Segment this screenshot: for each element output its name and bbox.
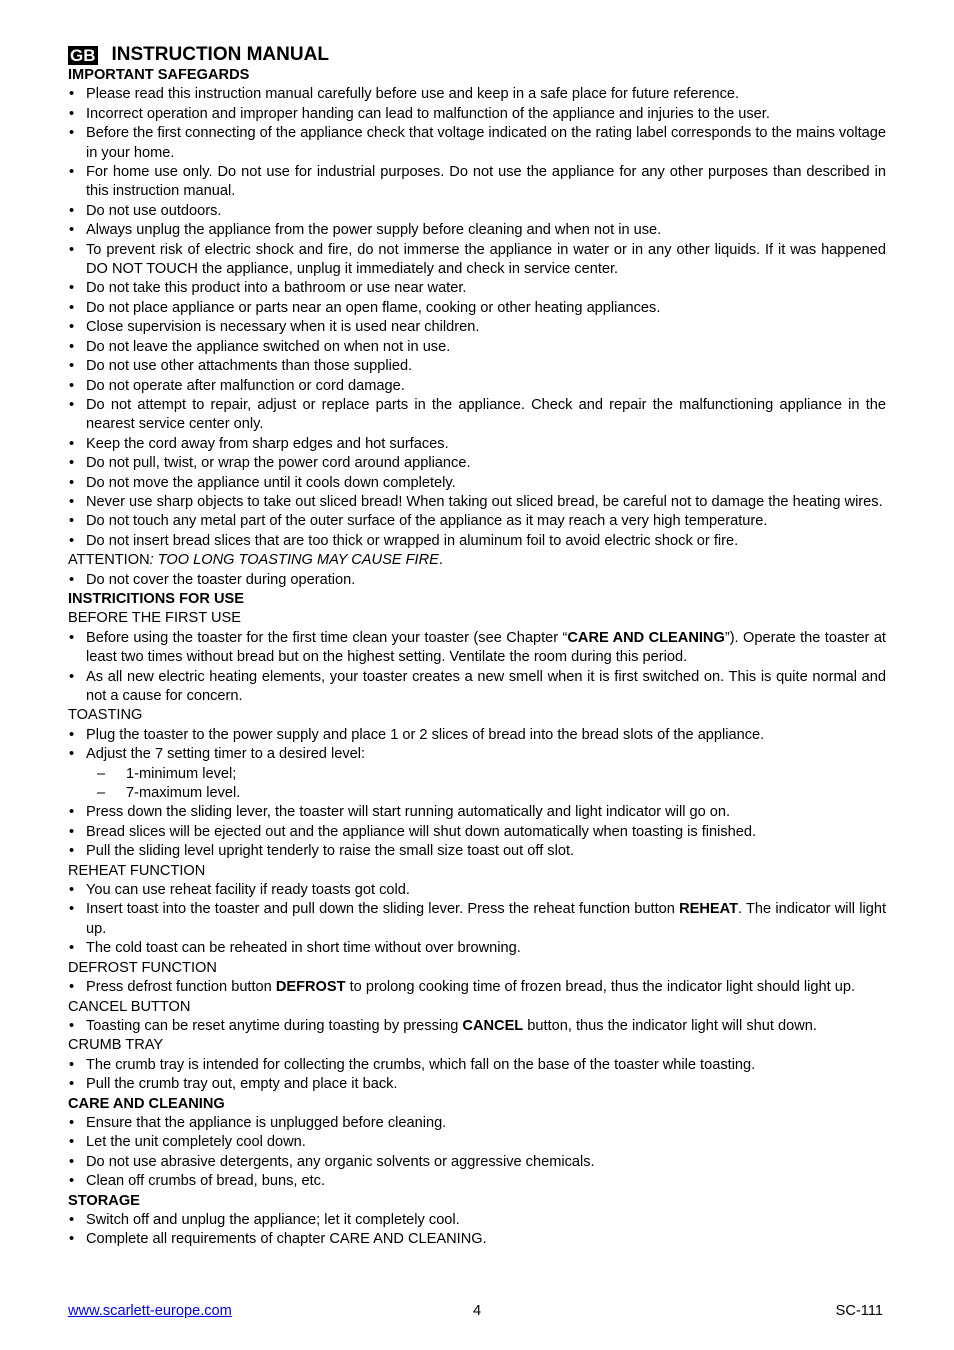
- list-item: • Pull the sliding level upright tenderly to raise the small size toast out off slot.: [68, 842, 886, 861]
- website-link[interactable]: www.scarlett-europe.com: [68, 1303, 232, 1319]
- text-segment: to prolong cooking time of frozen bread, thus the indicator light should light up.: [345, 979, 856, 996]
- toasting-list-continued: [68, 803, 886, 861]
- list-item: • Adjust the 7 setting timer to a desired level:: [68, 745, 886, 764]
- storage-heading: STORAGE: [68, 1192, 140, 1209]
- text-segment: Insert toast into the toaster and pull down the sliding lever. Press the reheat function button: [86, 901, 680, 918]
- manual-title: INSTRUCTION MANUAL: [111, 44, 329, 65]
- reheat-list: [68, 881, 886, 959]
- list-item: • Complete all requirements of chapter CARE AND CLEANING.: [68, 1230, 886, 1249]
- crumb-tray-heading: CRUMB TRAY: [68, 1037, 164, 1054]
- list-item: • For home use only. Do not use for industrial purposes. Do not use the appliance for any other purposes than described in this instruction manual.: [68, 163, 886, 202]
- list-item: • Do not place appliance or parts near an open flame, cooking or other heating appliances.: [68, 299, 886, 318]
- list-item: [68, 629, 886, 668]
- safeguards-heading: IMPORTANT SAFEGARDS: [68, 67, 250, 83]
- list-item: • Please read this instruction manual carefully before use and keep in a safe place for future reference.: [68, 85, 886, 104]
- list-item: • Do not move the appliance until it cools down completely.: [68, 474, 886, 493]
- page-footer: [68, 1303, 883, 1323]
- text-segment: button, thus the indicator light will shut down.: [523, 1017, 817, 1034]
- list-item: • Do not use abrasive detergents, any organic solvents or aggressive chemicals.: [68, 1153, 886, 1172]
- model-number: SC-111: [835, 1303, 883, 1319]
- list-item: • Plug the toaster to the power supply and place 1 or 2 slices of bread into the bread slots of the appliance.: [68, 726, 886, 745]
- list-item: • Do not insert bread slices that are too thick or wrapped in aluminum foil to avoid electric shock or fire.: [68, 532, 886, 551]
- text-segment: ”). Operate the toaster at least two times without bread but on the highest setting. Ventilate the room during this period.: [86, 629, 886, 666]
- language-badge: GB: [70, 45, 96, 65]
- list-item: • Press down the sliding lever, the toaster will start running automatically and light indicator will go on.: [68, 803, 886, 822]
- list-item: • Do not pull, twist, or wrap the power cord around appliance.: [68, 454, 886, 473]
- chapter-reference: CARE AND CLEANING: [567, 629, 725, 646]
- list-item: • As all new electric heating elements, your toaster creates a new smell when it is first switched on. This is quite normal and not a cause for concern.: [68, 668, 886, 707]
- list-item: • Pull the crumb tray out, empty and place it back.: [68, 1075, 886, 1094]
- list-item: • Clean off crumbs of bread, buns, etc.: [68, 1172, 886, 1191]
- attention-line: [68, 551, 886, 570]
- list-item: • Do not use other attachments than those supplied.: [68, 357, 886, 376]
- list-item: [68, 978, 886, 997]
- text-segment: Toasting can be reset anytime during toasting by pressing: [86, 1017, 463, 1034]
- text-segment: . The indicator will light up.: [86, 901, 886, 937]
- list-item: • Do not touch any metal part of the outer surface of the appliance as it may reach a very high temperature.: [68, 512, 886, 531]
- button-reference: DEFROST: [275, 979, 346, 996]
- page-number: 4: [473, 1303, 482, 1319]
- list-item: • Ensure that the appliance is unplugged before cleaning.: [68, 1114, 886, 1133]
- list-item: • Do not leave the appliance switched on when not in use.: [68, 338, 886, 357]
- list-item: • Switch off and unplug the appliance; let it completely cool.: [68, 1211, 886, 1230]
- manual-page: [68, 44, 886, 1250]
- list-item: • Do not take this product into a bathroom or use near water.: [68, 279, 886, 298]
- attention-label: ATTENTION: [68, 552, 150, 569]
- attention-list: [68, 571, 886, 590]
- list-item: [68, 1017, 886, 1036]
- list-item: • The cold toast can be reheated in short time without over browning.: [68, 939, 886, 958]
- attention-text: : TOO LONG TOASTING MAY CAUSE FIRE: [149, 552, 439, 569]
- level-item: – 1-minimum level;: [68, 765, 886, 784]
- level-item: – 7-maximum level.: [68, 784, 886, 803]
- before-first-use-heading: BEFORE THE FIRST USE: [68, 610, 241, 627]
- list-item: • Bread slices will be ejected out and the appliance will shut down automatically when toasting is finished.: [68, 823, 886, 842]
- list-item: • Always unplug the appliance from the power supply before cleaning and when not in use.: [68, 221, 886, 240]
- levels-list: [68, 765, 886, 804]
- list-item: • Keep the cord away from sharp edges and hot surfaces.: [68, 435, 886, 454]
- list-item: [68, 900, 886, 939]
- care-list: [68, 1114, 886, 1192]
- list-item: • The crumb tray is intended for collecting the crumbs, which fall on the base of the toaster while toasting.: [68, 1056, 886, 1075]
- list-item: • Never use sharp objects to take out sliced bread! When taking out sliced bread, be careful not to damage the heating wires.: [68, 493, 886, 512]
- list-item: • Do not attempt to repair, adjust or replace parts in the appliance. Check and repair the malfunctioning appliance in the nearest service center only.: [68, 396, 886, 435]
- list-item: • Incorrect operation and improper handing can lead to malfunction of the appliance and injuries to the user.: [68, 105, 886, 124]
- list-item: • Do not use outdoors.: [68, 202, 886, 221]
- list-item: • Before the first connecting of the appliance check that voltage indicated on the rating label corresponds to the mains voltage in your home.: [68, 124, 886, 163]
- safeguards-list: [68, 85, 886, 551]
- attention-end: .: [438, 552, 443, 569]
- defrost-list: [68, 978, 886, 997]
- manual-header: [68, 44, 886, 66]
- toasting-list: [68, 726, 886, 765]
- usage-heading: INSTRICITIONS FOR USE: [68, 590, 244, 607]
- list-item: • To prevent risk of electric shock and fire, do not immerse the appliance in water or in any other liquids. If it was happened DO NOT TOUCH the appliance, unplug it immediately and check in service center.: [68, 241, 886, 280]
- list-item: • Let the unit completely cool down.: [68, 1133, 886, 1152]
- care-heading: CARE AND CLEANING: [68, 1095, 225, 1112]
- list-item: • Do not operate after malfunction or cord damage.: [68, 377, 886, 396]
- defrost-heading: DEFROST FUNCTION: [68, 959, 217, 976]
- button-reference: REHEAT: [679, 901, 739, 918]
- storage-list: [68, 1211, 886, 1250]
- crumb-tray-list: [68, 1056, 886, 1095]
- list-item: • You can use reheat facility if ready toasts got cold.: [68, 881, 886, 900]
- list-item: • Do not cover the toaster during operation.: [68, 571, 886, 590]
- cancel-heading: CANCEL BUTTON: [68, 998, 191, 1015]
- cancel-list: [68, 1017, 886, 1036]
- text-segment: Before using the toaster for the first time clean your toaster (see Chapter “: [86, 629, 568, 646]
- reheat-heading: REHEAT FUNCTION: [68, 862, 206, 879]
- before-first-use-list: [68, 629, 886, 707]
- list-item: • Close supervision is necessary when it is used near children.: [68, 318, 886, 337]
- button-reference: CANCEL: [462, 1017, 524, 1034]
- toasting-heading: TOASTING: [68, 707, 143, 724]
- text-segment: Press defrost function button: [86, 979, 276, 996]
